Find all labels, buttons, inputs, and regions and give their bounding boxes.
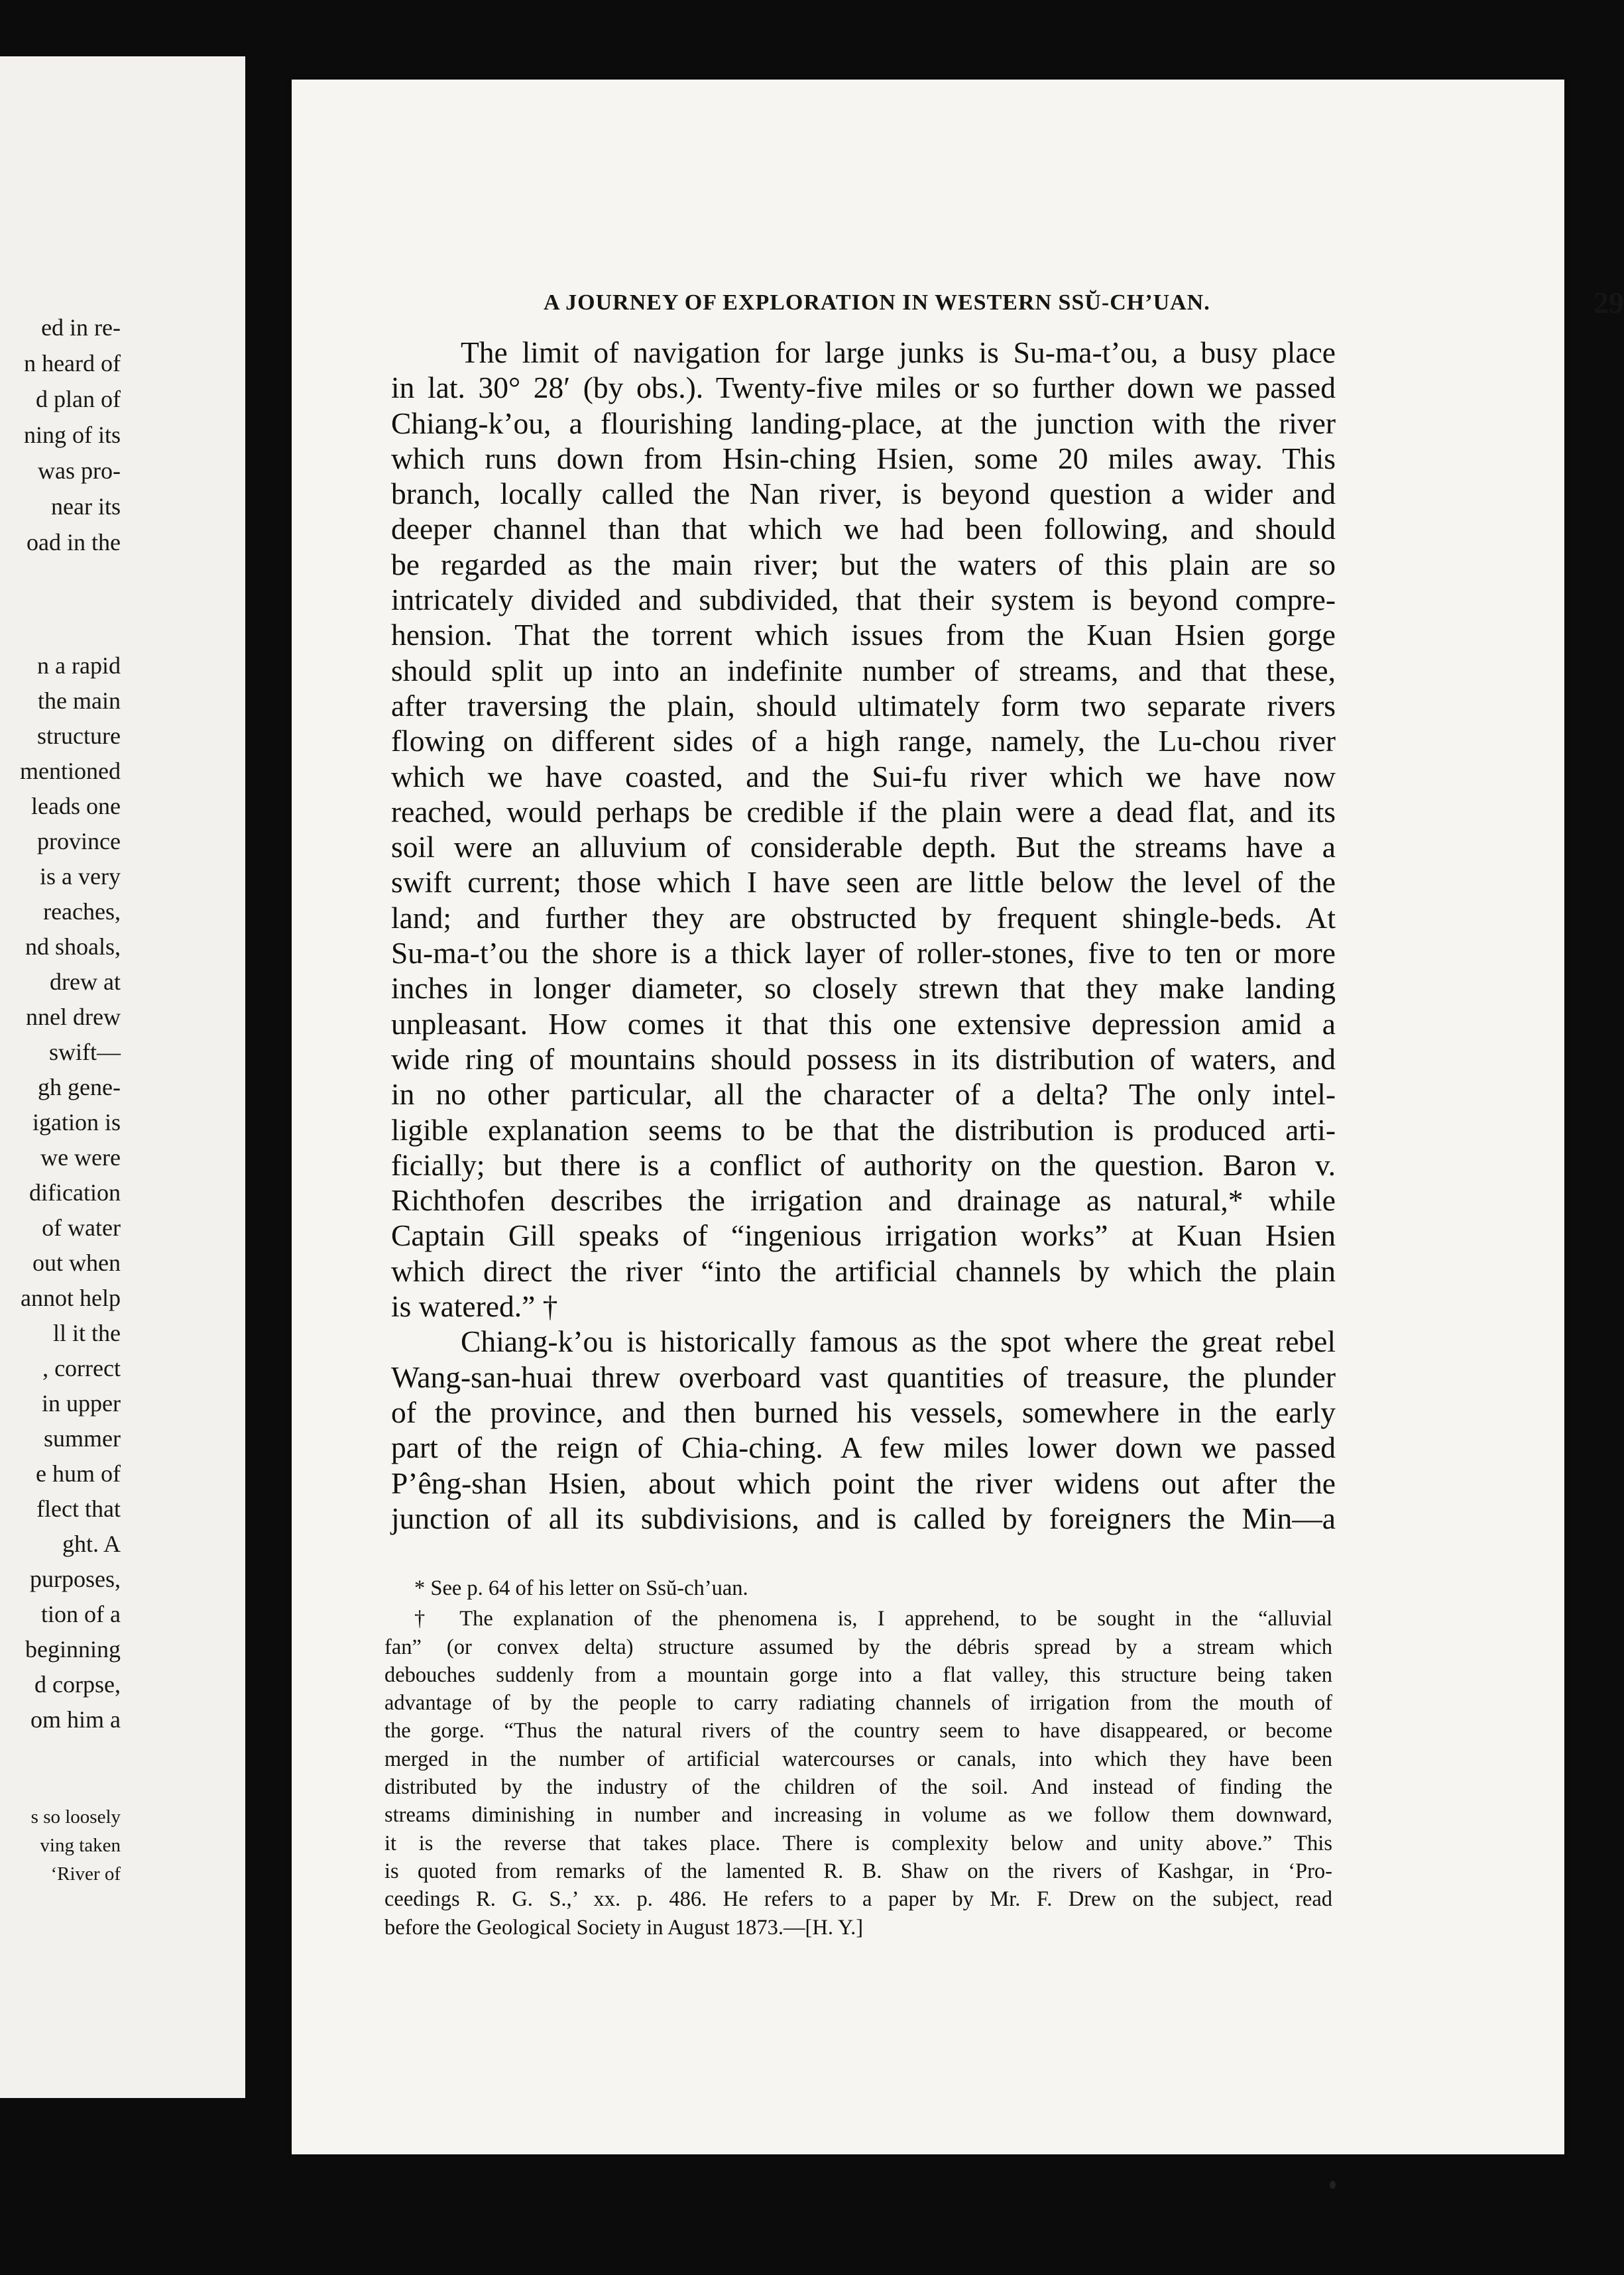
body-line: is watered.” †	[391, 1289, 558, 1324]
left-line: n a rapid	[37, 652, 121, 679]
left-line: oad in the	[27, 529, 121, 555]
footnote-line: is quoted from remarks of the lamented R. B. Shaw on the rivers of Kashgar, in ‘Pro-	[384, 1859, 1332, 1883]
body-line: Chiang-k’ou, a flourishing landing-place, at the junction with the river	[391, 406, 1336, 440]
left-line: near its	[51, 493, 121, 520]
left-footnote-line: ving taken	[40, 1835, 121, 1856]
body-line: swift current; those which I have seen are little below the level of the	[391, 865, 1336, 900]
left-line: , correct	[42, 1355, 121, 1381]
body-line: in no other particular, all the character of a delta? The only intel-	[391, 1077, 1336, 1112]
body-line: soil were an alluvium of considerable depth. But the streams have a	[391, 830, 1336, 864]
left-line: drew at	[50, 968, 121, 995]
left-line: out when	[32, 1250, 121, 1276]
footnote-line: ceedings R. G. S.,’ xx. p. 486. He refers to a paper by Mr. F. Drew on the subject, read	[384, 1887, 1332, 1912]
footnote-line: it is the reverse that takes place. There is complexity below and unity above.” This	[384, 1831, 1332, 1855]
footnote-line: † The explanation of the phenomena is, I apprehend, to be sought in the “alluvial	[414, 1607, 1332, 1631]
page-header	[544, 286, 1624, 330]
left-line: gh gene-	[38, 1074, 121, 1100]
body-line: inches in longer diameter, so closely strewn that they make landing	[391, 971, 1336, 1006]
footnote-line: streams diminishing in number and increasing in volume as we follow them downward,	[384, 1803, 1332, 1828]
left-line: e hum of	[36, 1460, 121, 1487]
page-number: 29	[1594, 286, 1624, 320]
left-line: ed in re-	[41, 314, 121, 341]
body-line: land; and further they are obstructed by frequent shingle-beds. At	[391, 900, 1336, 935]
left-line: leads one	[31, 793, 121, 819]
left-line: was pro-	[38, 457, 121, 484]
left-line: beginning	[25, 1636, 121, 1662]
left-line: n heard of	[24, 350, 121, 377]
body-line: Wang-san-huai threw overboard vast quantities of treasure, the plunder	[391, 1360, 1336, 1394]
body-line: junction of all its subdivisions, and is called by foreigners the Min—a	[391, 1501, 1336, 1535]
body-line: ficially; but there is a conflict of authority on the question. Baron v.	[391, 1147, 1336, 1182]
left-line: purposes,	[30, 1566, 121, 1592]
body-line: which direct the river “into the artificial channels by which the plain	[391, 1254, 1336, 1288]
body-line: intricately divided and subdivided, that their system is beyond compre-	[391, 583, 1336, 617]
body-line: should split up into an indefinite number of streams, and that these,	[391, 653, 1336, 687]
footnote-line: debouches suddenly from a mountain gorge into a flat valley, this structure being taken	[384, 1662, 1332, 1687]
left-footnote-line: s so loosely	[30, 1806, 121, 1828]
body-line: Richthofen describes the irrigation and drainage as natural,* while	[391, 1183, 1336, 1218]
left-page-fragment	[0, 56, 245, 2098]
body-line: reached, would perhaps be credible if the plain were a dead flat, and its	[391, 794, 1336, 829]
left-line: structure	[37, 723, 121, 749]
left-line: d corpse,	[34, 1671, 121, 1698]
footnotes	[384, 1574, 1332, 1942]
footnote-line: before the Geological Society in August 1873.—[H. Y.]	[384, 1915, 864, 1940]
body-line: of the province, and then burned his vessels, somewhere in the early	[391, 1395, 1336, 1429]
left-line: mentioned	[20, 758, 121, 784]
footnote-line: fan” (or convex delta) structure assumed by the débris spread by a stream which	[384, 1635, 1332, 1659]
printer-mark	[1330, 2181, 1336, 2189]
body-line: which runs down from Hsin-ching Hsien, some 20 miles away. This	[391, 441, 1336, 475]
left-line: the main	[38, 687, 121, 714]
body-text	[391, 335, 1336, 1536]
body-line: deeper channel than that which we had been following, and should	[391, 512, 1336, 546]
left-line: annot help	[21, 1285, 121, 1311]
left-line: ght. A	[62, 1531, 121, 1557]
left-line: tion of a	[41, 1601, 121, 1627]
footnote-line: advantage of by the people to carry radiating channels of irrigation from the mouth of	[384, 1691, 1332, 1716]
left-line: igation is	[32, 1109, 121, 1136]
body-line: unpleasant. How comes it that this one extensive depression amid a	[391, 1006, 1336, 1041]
left-line: summer	[44, 1425, 121, 1452]
body-line: in lat. 30° 28′ (by obs.). Twenty-five miles or so further down we passed	[391, 371, 1336, 405]
left-line: province	[37, 828, 121, 854]
body-line: after traversing the plain, should ultimately form two separate rivers	[391, 688, 1336, 723]
body-line: which we have coasted, and the Sui-fu river which we have now	[391, 759, 1336, 793]
footnote-line: the gorge. “Thus the natural rivers of the country seem to have disappeared, or become	[384, 1719, 1332, 1743]
footnote-asterisk: * See p. 64 of his letter on Ssŭ-ch’uan.	[414, 1576, 748, 1600]
body-line: be regarded as the main river; but the waters of this plain are so	[391, 547, 1336, 581]
left-line: ning of its	[23, 422, 121, 448]
body-line: Chiang-k’ou is historically famous as the spot where the great rebel	[461, 1324, 1336, 1359]
left-line: we were	[40, 1144, 121, 1171]
left-line: nnel drew	[26, 1004, 121, 1030]
left-line: in upper	[42, 1390, 121, 1417]
left-line: reaches,	[43, 898, 121, 925]
left-footnote-line: ‘River of	[50, 1863, 121, 1885]
left-line: dification	[29, 1179, 121, 1206]
left-line: om him a	[30, 1706, 121, 1733]
body-line: branch, locally called the Nan river, is beyond question a wider and	[391, 477, 1336, 511]
body-line: hension. That the torrent which issues from the Kuan Hsien gorge	[391, 618, 1336, 652]
left-line: of water	[42, 1214, 121, 1241]
left-line: d plan of	[36, 386, 121, 412]
body-line: wide ring of mountains should possess in its distribution of waters, and	[391, 1041, 1336, 1076]
left-line: nd shoals,	[25, 933, 121, 960]
body-line: P’êng-shan Hsien, about which point the river widens out after the	[391, 1466, 1336, 1500]
body-line: flowing on different sides of a high range, namely, the Lu-chou river	[391, 724, 1336, 758]
left-line: is a very	[40, 863, 121, 890]
left-line: flect that	[36, 1495, 121, 1522]
body-line: ligible explanation seems to be that the distribution is produced arti-	[391, 1112, 1336, 1147]
left-line: ll it the	[53, 1320, 121, 1346]
body-line: part of the reign of Chia-ching. A few miles lower down we passed	[391, 1430, 1336, 1465]
body-line: The limit of navigation for large junks is Su-ma-t’ou, a busy place	[461, 335, 1336, 369]
body-line: Su-ma-t’ou the shore is a thick layer of roller-stones, five to ten or more	[391, 936, 1336, 970]
footnote-line: merged in the number of artificial watercourses or canals, into which they have been	[384, 1747, 1332, 1771]
left-line: swift—	[49, 1039, 121, 1065]
running-title: A JOURNEY OF EXPLORATION IN WESTERN SSŬ-CH’UAN.	[544, 290, 1210, 315]
body-line: Captain Gill speaks of “ingenious irrigation works” at Kuan Hsien	[391, 1218, 1336, 1253]
footnote-line: distributed by the industry of the children of the soil. And instead of finding the	[384, 1775, 1332, 1800]
